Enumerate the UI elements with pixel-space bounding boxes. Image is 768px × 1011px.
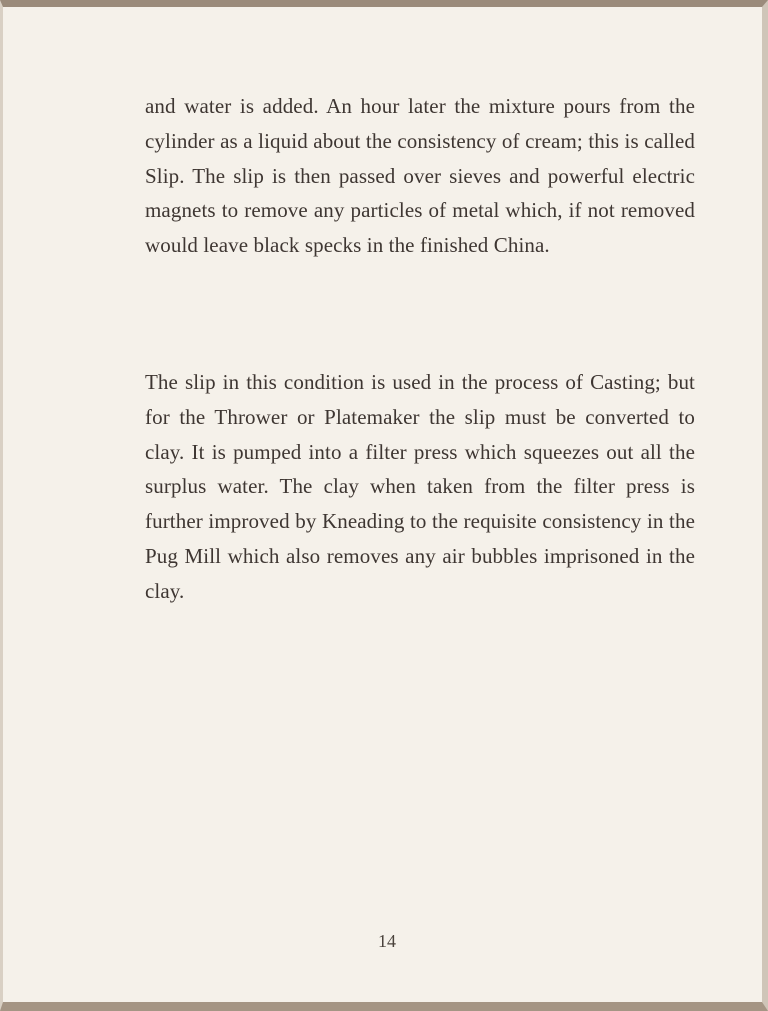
paragraph-clay-conversion: The slip in this condition is used in the process of Casting; but for the Thrower or Platemaker the slip must be converted to clay. It is pumped into a filter press which squeezes out all the surplus water. The clay when taken from the filter press is further improved by Kneading to the requisite consistency in the Pug Mill which also removes any air bubbles imprisoned in the clay. [145,370,695,603]
paragraph-slip-preparation: and water is added. An hour later the mixture pours from the cylinder as a liquid about the consistency of cream; this is called Slip. The slip is then passed over sieves and powerful electric magnets to remove any particles of metal which, if not removed would leave black specks in the finished China. [145,94,695,258]
page-number: 14 [378,931,396,951]
